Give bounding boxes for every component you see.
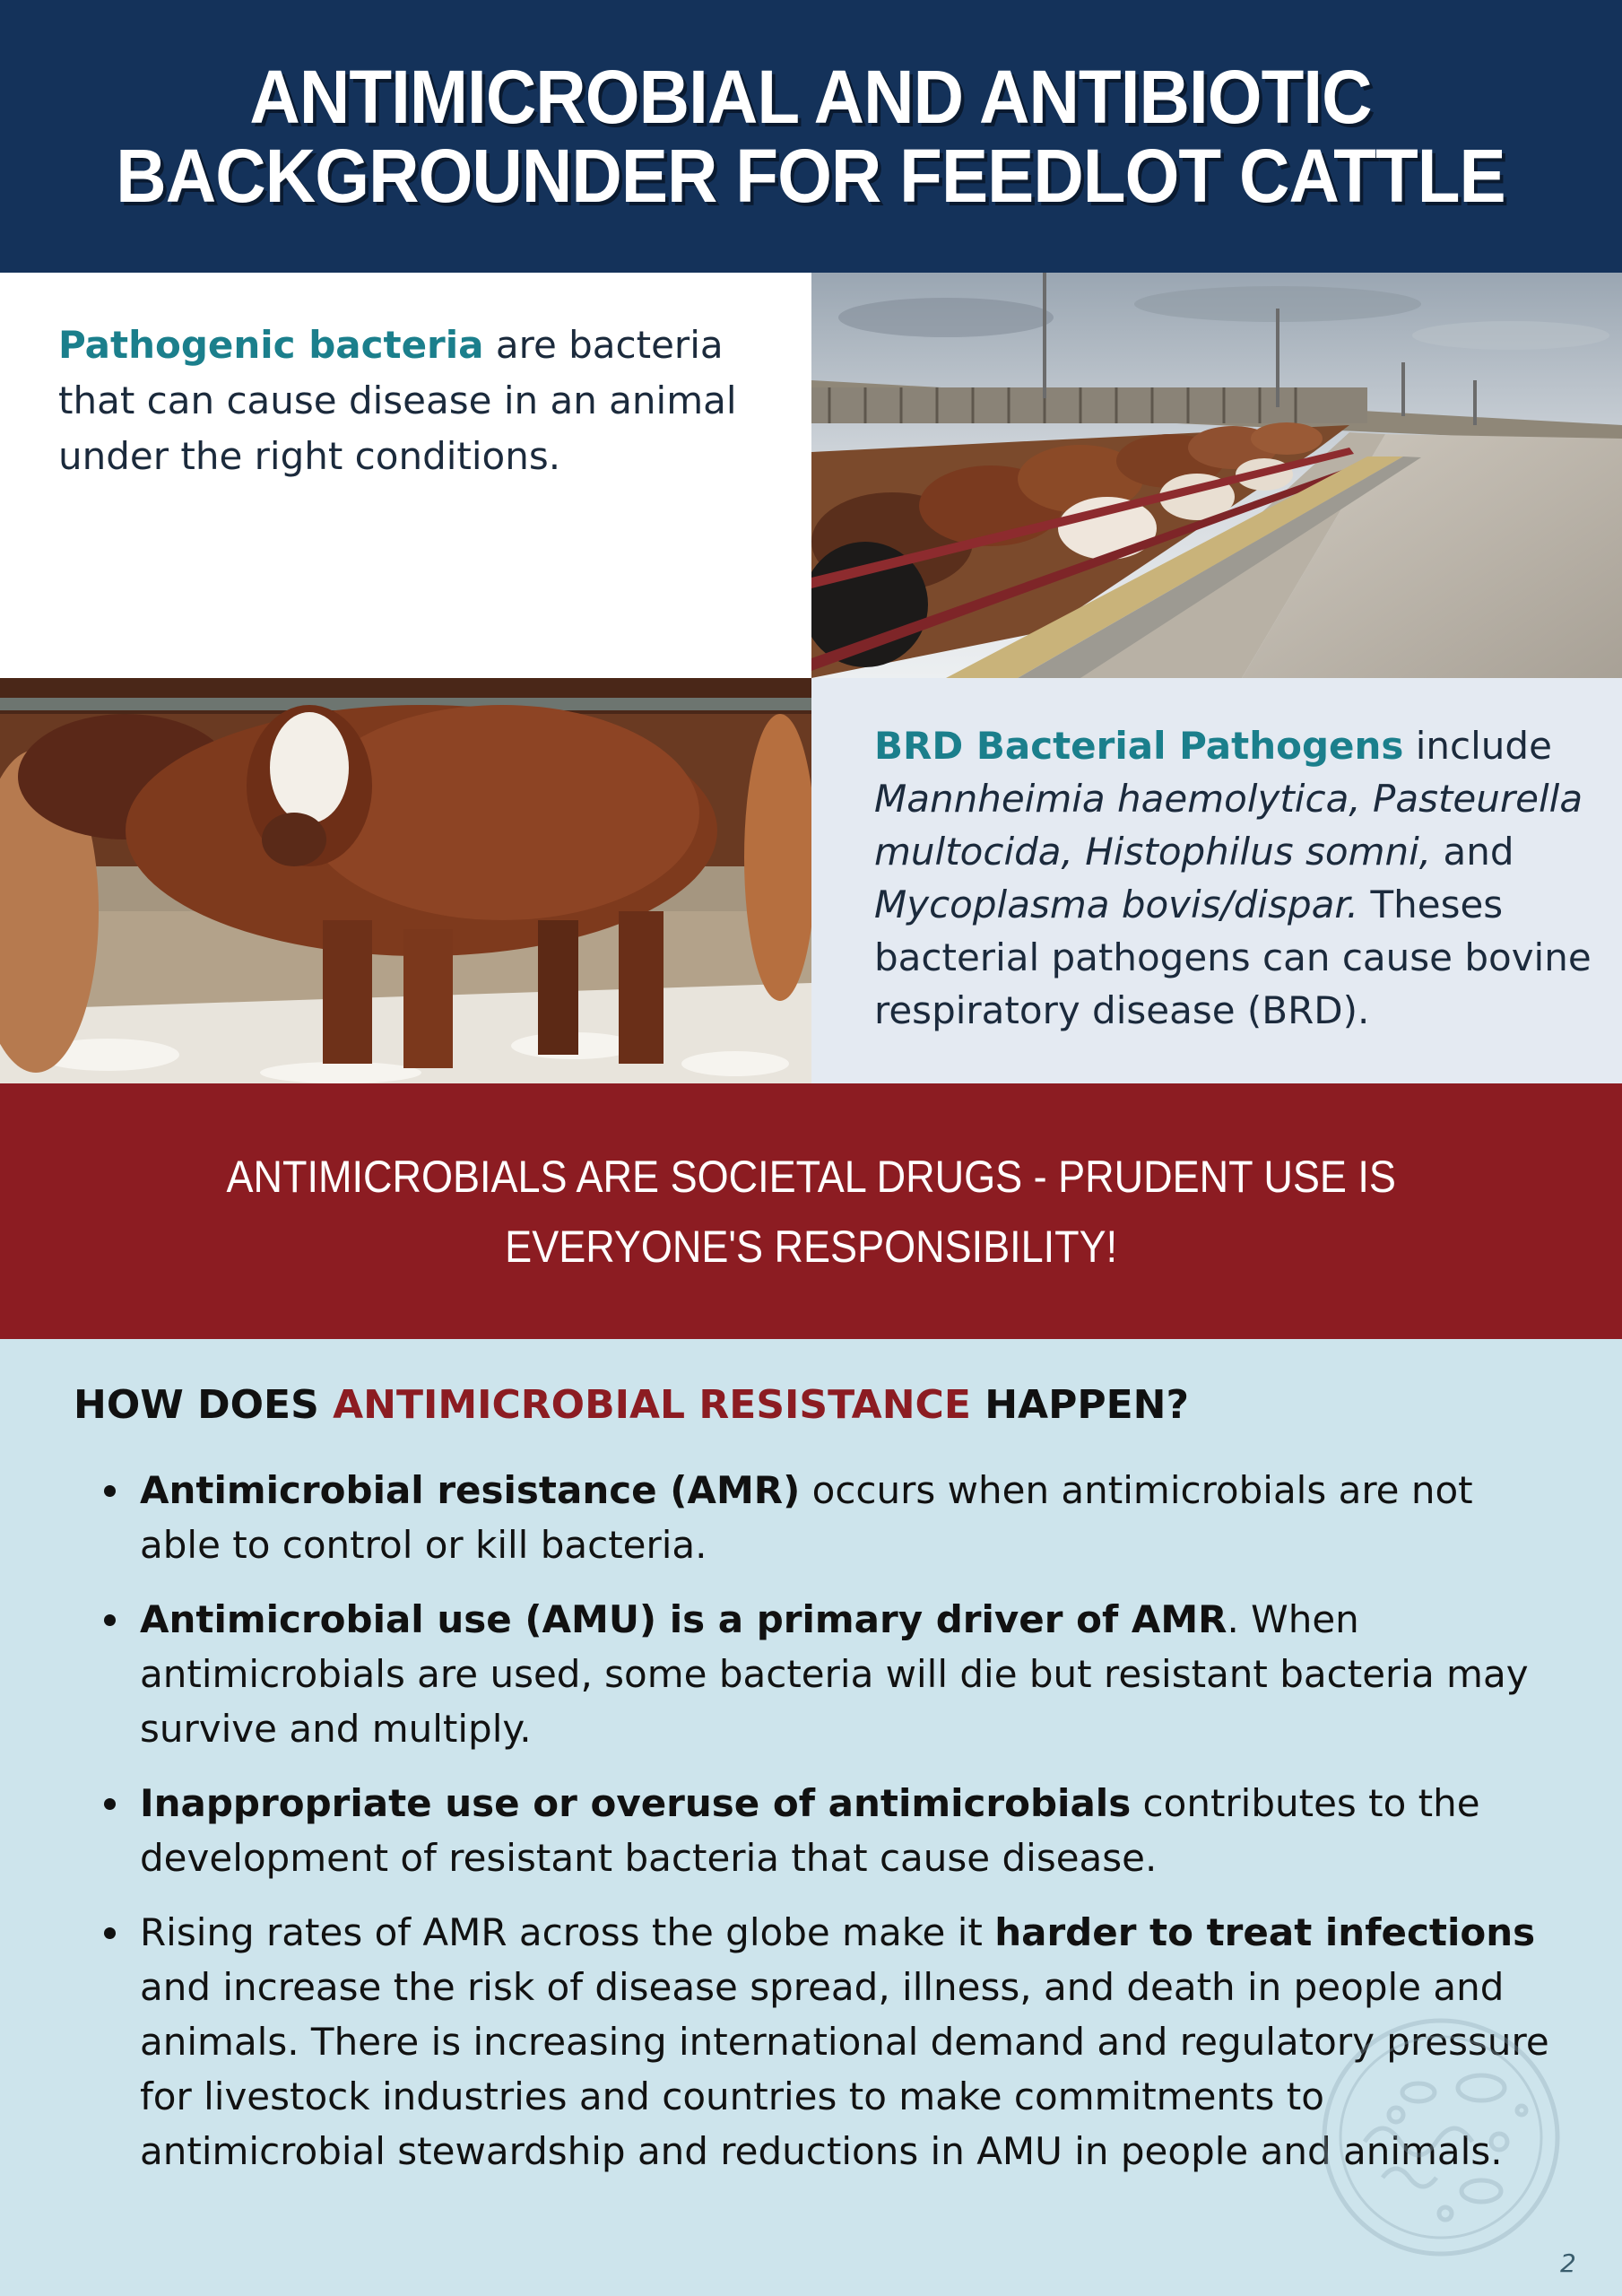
list-item [0,1776,1622,1885]
brd-species-1: Mannheimia haemolytica, Pasteurella multocida, Histophilus somni, [874,777,1583,874]
amr-heading-post: HAPPEN? [970,1382,1190,1428]
header-banner [0,0,1622,273]
brd-pathogens-term: BRD Bacterial Pathogens [874,724,1404,768]
bullet-text: . When antimicrobials are used, some bacteria will die but resistant bacteria may survive and multiply. [140,1597,1529,1751]
bullet-bold: Antimicrobial resistance (AMR) [140,1468,801,1512]
bacteria-icon [1311,2007,1571,2271]
calf-photo [0,678,811,1083]
bullet-bold: Inappropriate use or overuse of antimicrobials [140,1781,1132,1825]
bullet-pre: Rising rates of AMR across the globe make it [140,1910,995,1954]
title-line-1: ANTIMICROBIAL AND ANTIBIOTIC [249,55,1373,139]
banner-line-1: ANTIMICROBIALS ARE SOCIETAL DRUGS - PRUDENT USE IS [226,1151,1396,1202]
bullet-text: occurs when antimicrobials are not able to control or kill bacteria. [140,1468,1473,1567]
bullet-text: contributes to the development of resistant bacteria that cause disease. [140,1781,1480,1880]
brd-text-1: include [1403,724,1552,768]
feedlot-cattle-photo [811,273,1622,678]
bullet-text: and increase the risk of disease spread, illness, and death in people and animals. There is increasing international demand and regulatory pressure for livestock industries and countries to make commitments to antimicrobial stewardship and reductions in AMU in people and animals. [140,1965,1549,2173]
page-number: 2 [1560,2248,1576,2278]
pathogenic-bacteria-panel [0,273,810,678]
brd-text-3: Theses bacterial pathogens can cause bovine respiratory disease (BRD). [874,883,1592,1032]
pathogenic-bacteria-text [58,317,776,484]
brd-pathogens-panel [811,678,1622,1083]
brd-pathogens-text [874,719,1592,1037]
bullet-bold: Antimicrobial use (AMU) is a primary driver of AMR [140,1597,1227,1641]
title-line-2: BACKGROUNDER FOR FEEDLOT CATTLE [116,134,1506,218]
amr-heading-pre: HOW DOES [74,1382,334,1428]
amr-heading-highlight: ANTIMICROBIAL RESISTANCE [333,1382,971,1428]
page-title [116,55,1506,218]
brd-species-2: Mycoplasma bovis/dispar. [874,883,1359,926]
pathogenic-bacteria-definition: are bacteria that can cause disease in an animal under the right conditions. [58,323,737,478]
pathogenic-bacteria-term: Pathogenic bacteria [58,323,484,367]
list-item [0,1463,1622,1572]
amr-heading [74,1382,1189,1429]
list-item [0,1592,1622,1756]
bullet-bold: harder to treat infections [994,1910,1536,1954]
banner-text [226,1142,1395,1282]
responsibility-banner [0,1083,1622,1339]
brd-text-2: and [1431,830,1514,874]
banner-line-2: EVERYONE'S RESPONSIBILITY! [505,1221,1117,1272]
